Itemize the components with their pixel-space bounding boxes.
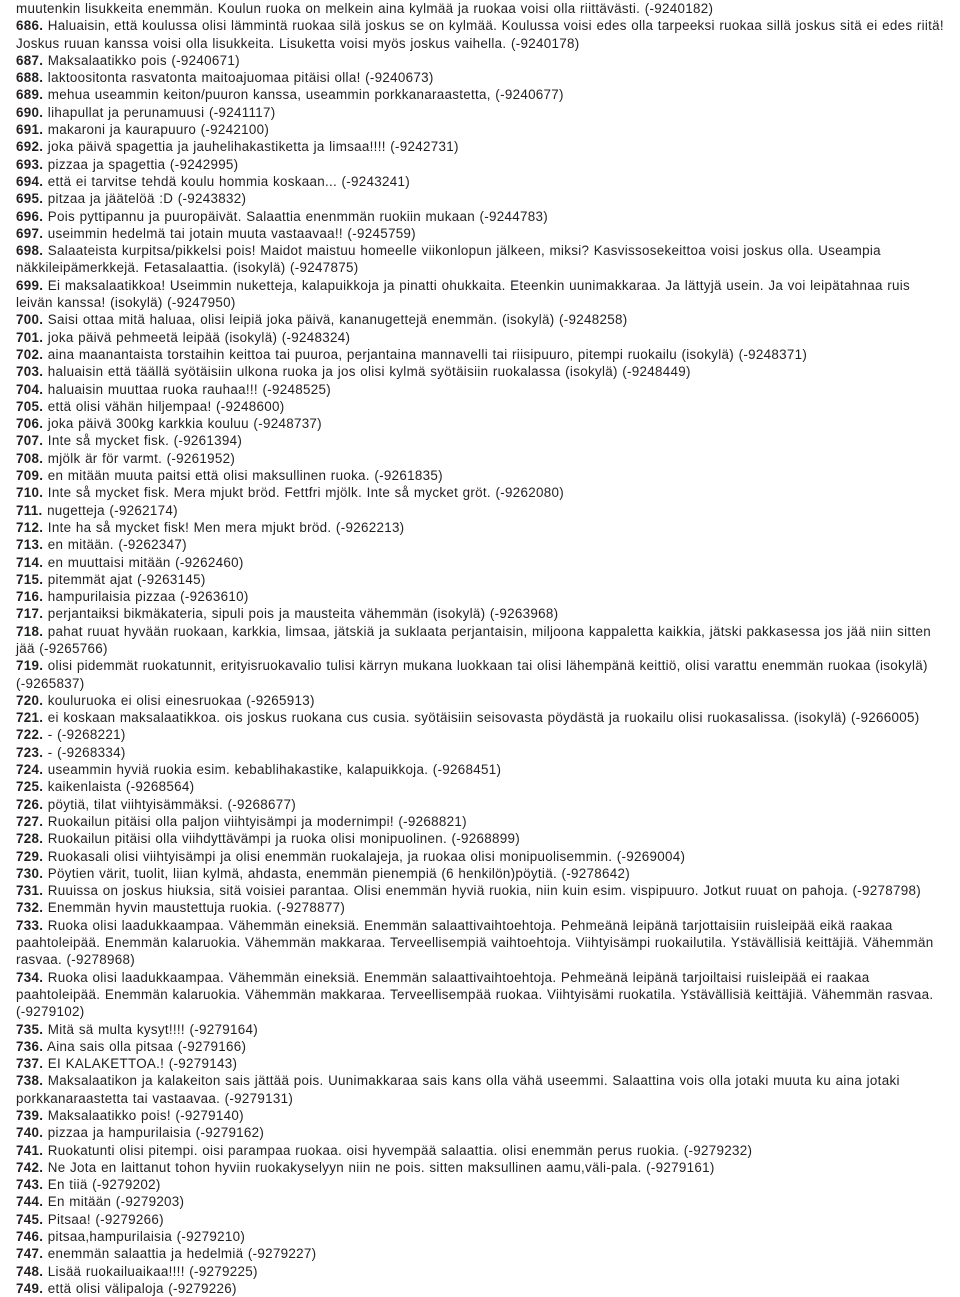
- response-entry: [16, 450, 944, 467]
- response-entry: [16, 190, 944, 207]
- entry-number: 729.: [16, 848, 44, 864]
- entry-text: en muuttaisi mitään (-9262460): [47, 554, 244, 570]
- entry-number: 701.: [16, 329, 44, 345]
- entry-text: en mitään. (-9262347): [47, 537, 187, 553]
- entry-text: enemmän salaattia ja hedelmiä (-9279227): [47, 1246, 317, 1262]
- entry-number: 706.: [16, 416, 44, 432]
- entry-number: 734.: [16, 969, 44, 985]
- entry-number: 740.: [16, 1125, 44, 1141]
- entry-text: lihapullat ja perunamuusi (-9241117): [47, 104, 276, 120]
- response-entry: [16, 571, 944, 588]
- entry-text: Maksalaatikon ja kalakeiton sais jättää pois. Uunimakkaraa sais kans olla vähä useemmi. Salaattina vois olla jotaki muuta ku aina jotaki porkkanaraastetta tai vastaavaa. (-9279131): [16, 1073, 900, 1106]
- entry-text: en mitään muuta paitsi että olisi maksullinen ruoka. (-9261835): [47, 468, 443, 484]
- entry-number: 724.: [16, 762, 44, 778]
- response-entry: [16, 813, 944, 830]
- response-entry: [16, 761, 944, 778]
- entry-number: 716.: [16, 589, 44, 605]
- entry-text: pitzaa ja jäätelöä :D (-9243832): [47, 191, 247, 207]
- response-entry: [16, 502, 944, 519]
- entry-text: Ne Jota en laittanut tohon hyviin ruokakyselyyn niin ne pois. sitten maksullinen aamu,väli-pala. (-9279161): [47, 1159, 715, 1175]
- response-entry: [16, 415, 944, 432]
- entry-text: Pois pyttipannu ja puuropäivät. Salaattia enenmmän ruokiin mukaan (-9244783): [47, 208, 549, 224]
- response-entry: [16, 1176, 944, 1193]
- entry-text: Inte så mycket fisk. (-9261394): [47, 433, 243, 449]
- entry-number: 688.: [16, 70, 44, 86]
- response-entry: [16, 588, 944, 605]
- response-entry: [16, 467, 944, 484]
- entry-number: 697.: [16, 225, 44, 241]
- entry-text: pizzaa ja hampurilaisia (-9279162): [47, 1125, 265, 1141]
- entry-text: useammin hyviä ruokia esim. kebablihakastike, kalapuikkoja. (-9268451): [47, 762, 502, 778]
- entry-number: 741.: [16, 1142, 44, 1158]
- entry-number: 739.: [16, 1108, 44, 1123]
- entry-text: Ruokasali olisi viihtyisämpi ja olisi enemmän ruokalajeja, ja ruokaa olisi monipuolisemmin. (-9269004): [47, 848, 686, 864]
- entry-text: Inte så mycket fisk. Mera mjukt bröd. Fettfri mjölk. Inte så mycket gröt. (-9262080): [47, 485, 564, 501]
- entry-number: 726.: [16, 796, 44, 812]
- entry-text: useimmin hedelmä tai jotain muuta vastaavaa!! (-9245759): [47, 225, 416, 241]
- entry-number: 699.: [16, 277, 44, 293]
- entry-number: 733.: [16, 917, 44, 933]
- entry-number: 747.: [16, 1246, 44, 1262]
- response-entry: [16, 519, 944, 536]
- entry-number: 711.: [16, 502, 43, 518]
- entry-text: mehua useammin keiton/puuron kanssa, useammin porkkanaraastetta, (-9240677): [47, 87, 564, 103]
- entry-text: kouluruoka ei olisi einesruokaa (-9265913): [47, 692, 315, 708]
- entry-text: haluaisin muuttaa ruoka rauhaa!!! (-9248525): [47, 381, 331, 397]
- entry-number: 705.: [16, 398, 44, 414]
- entry-number: 704.: [16, 381, 44, 397]
- entry-number: 715.: [16, 571, 44, 587]
- response-entry: [16, 484, 944, 501]
- entry-number: 708.: [16, 450, 44, 466]
- response-entry: [16, 778, 944, 795]
- entry-number: 696.: [16, 208, 44, 224]
- entry-number: 686.: [16, 18, 44, 34]
- entry-text: Ruuissa on joskus hiuksia, sitä voisiei parantaa. Olisi enemmän hyviä ruokia, niin kuin esim. vispipuuro. Jotkut ruuat on pahoja. (-9278798): [47, 883, 922, 899]
- entry-text: Aina sais olla pitsaa (-9279166): [47, 1038, 247, 1054]
- entry-number: 689.: [16, 87, 44, 103]
- response-entry: [16, 17, 944, 52]
- response-entry: [16, 796, 944, 813]
- entry-number: 738.: [16, 1073, 44, 1089]
- entry-text: joka päivä pehmeetä leipää (isokylä) (-9248324): [47, 329, 351, 345]
- response-entry: [16, 398, 944, 415]
- entry-number: 700.: [16, 312, 44, 328]
- response-entry: [16, 208, 944, 225]
- response-entry: [16, 1245, 944, 1262]
- entry-text: pöytiä, tilat viihtyisämmäksi. (-9268677): [47, 796, 297, 812]
- entry-number: 710.: [16, 485, 44, 501]
- response-entry: [16, 657, 944, 692]
- entry-text: Saisi ottaa mitä haluaa, olisi leipiä joka päivä, kananugettejä enemmän. (isokylä) (-9248258): [47, 312, 628, 328]
- response-entry: [16, 1142, 944, 1159]
- entry-number: 692.: [16, 139, 44, 155]
- response-entry: [16, 605, 944, 622]
- entry-number: 702.: [16, 346, 44, 362]
- response-entry: [16, 1072, 944, 1107]
- entry-number: 717.: [16, 606, 44, 622]
- entry-number: 694.: [16, 173, 44, 189]
- entry-text: Lisää ruokailuaikaa!!!! (-9279225): [47, 1263, 258, 1279]
- response-entry: [16, 536, 944, 553]
- entry-number: 721.: [16, 710, 44, 726]
- entry-text: perjantaiksi bikmäkateria, sipuli pois ja mausteita vähemmän (isokylä) (-9263968): [47, 606, 559, 622]
- entry-text: Haluaisin, että koulussa olisi lämmintä ruokaa silä joskus se on kylmää. Koulussa voisi edes olla tarpeeksi ruokaa sillä joskus sitä ei edes riitä! Joskus ruuan kanssa voisi olla lisukkeita. Lisuketta voisi myös joskus vaihella. (-9240178): [16, 18, 944, 51]
- entry-number: 742.: [16, 1159, 44, 1175]
- entry-text: Mitä sä multa kysyt!!!! (-9279164): [47, 1021, 258, 1037]
- response-entry: [16, 848, 944, 865]
- entry-number: 735.: [16, 1021, 44, 1037]
- entry-number: 709.: [16, 468, 44, 484]
- response-entry: [16, 173, 944, 190]
- entry-number: 691.: [16, 122, 44, 138]
- entry-number: 727.: [16, 813, 44, 829]
- response-entry: [16, 554, 944, 571]
- entry-text: aina maanantaista torstaihin keittoa tai puuroa, perjantaina mannavelli tai riisipuuro, pitempi ruokailu (isokylä) (-9248371): [47, 346, 808, 362]
- entry-text: pahat ruuat hyvään ruokaan, karkkia, limsaa, jätskiä ja suklaata perjantaisin, miljoona kappaletta kaikkia, jätski pakkasessa jos jää niin sitten jää (-9265766): [16, 623, 931, 656]
- response-entry: [16, 1263, 944, 1280]
- entry-number: 719.: [16, 658, 44, 674]
- entry-number: 737.: [16, 1056, 44, 1072]
- entry-text: Ruoka olisi laadukkaampaa. Vähemmän eineksiä. Enemmän salaattivaihtoehtoja. Pehmeänä leipänä tarjottaisiin ruisleipää eikä raakaa paahtoleipää. Enemmän kalaruokia. Vähemmän makkaraa. Terveellisempiä vaihtoehtoja. Viihtyisämpi ruokailutila. Ystävällisiä keittäjiä. Vähemmän rasvaa. (-9278968): [16, 917, 934, 968]
- entry-number: 731.: [16, 883, 44, 899]
- response-entry: [16, 329, 944, 346]
- entry-text: mjölk är för varmt. (-9261952): [47, 450, 236, 466]
- entry-number: 749.: [16, 1280, 44, 1296]
- response-entry: [16, 1055, 944, 1072]
- response-entry: [16, 0, 944, 17]
- response-entry: [16, 69, 944, 86]
- response-entry: [16, 242, 944, 277]
- response-entry: [16, 225, 944, 242]
- entry-text: Maksalaatikko pois (-9240671): [47, 52, 240, 68]
- response-entry: [16, 52, 944, 69]
- entry-text: että olisi vähän hiljempaa! (-9248600): [47, 398, 285, 414]
- entry-text: Pitsaa! (-9279266): [47, 1211, 164, 1227]
- entry-number: 748.: [16, 1263, 44, 1279]
- response-entry: [16, 1280, 944, 1297]
- entry-text: haluaisin että täällä syötäisiin ulkona ruoka ja jos olisi kylmä syötäisiin ruokalassa (isokylä) (-9248449): [47, 364, 691, 380]
- entry-text: että olisi välipaloja (-9279226): [47, 1280, 237, 1296]
- response-entry: [16, 432, 944, 449]
- entry-number: 707.: [16, 433, 44, 449]
- entry-number: 698.: [16, 243, 44, 259]
- entry-number: 720.: [16, 692, 44, 708]
- entry-text: En tiiä (-9279202): [47, 1177, 161, 1193]
- entry-text: nugetteja (-9262174): [47, 502, 178, 518]
- entry-number: 712.: [16, 519, 44, 535]
- response-entry: [16, 104, 944, 121]
- response-entry: [16, 156, 944, 173]
- entry-text: laktoositonta rasvatonta maitoajuomaa pitäisi olla! (-9240673): [47, 70, 434, 86]
- response-entry: [16, 381, 944, 398]
- response-entry: [16, 882, 944, 899]
- response-entry: [16, 1038, 944, 1055]
- entry-text: että ei tarvitse tehdä koulu hommia koskaan... (-9243241): [47, 173, 411, 189]
- response-entry: [16, 692, 944, 709]
- response-entry: [16, 1211, 944, 1228]
- entry-number: 695.: [16, 191, 44, 207]
- response-entry: [16, 1193, 944, 1210]
- entry-number: 723.: [16, 744, 44, 760]
- entry-text: Pöytien värit, tuolit, liian kylmä, ahdasta, enemmän pienempiä (6 henkilön)pöytiä. (-9278642): [47, 865, 631, 881]
- response-entry: [16, 917, 944, 969]
- entry-text: joka päivä 300kg karkkia kouluu (-9248737): [47, 416, 322, 432]
- entry-number: 736.: [16, 1038, 44, 1054]
- entry-number: 746.: [16, 1229, 44, 1245]
- entry-number: 725.: [16, 779, 44, 795]
- response-entry: [16, 1107, 944, 1124]
- response-entry: [16, 138, 944, 155]
- entry-text: Salaateista kurpitsa/pikkelsi pois! Maidot maistuu homeelle viikonlopun jälkeen, miksi? Kasvissosekeittoa voisi joskus olla. Useampia näkkileipämerkkejä. Fetasalaattia. (isokylä) (-9247875): [16, 243, 881, 276]
- entry-text: pizzaa ja spagettia (-9242995): [47, 156, 239, 172]
- entry-number: 730.: [16, 865, 44, 881]
- response-entry: [16, 277, 944, 312]
- response-entry: [16, 311, 944, 328]
- entry-text: En mitään (-9279203): [47, 1194, 185, 1210]
- response-entry: [16, 830, 944, 847]
- entry-number: 703.: [16, 364, 44, 380]
- entry-text: Ruokailun pitäisi olla paljon viihtyisämpi ja modernimpi! (-9268821): [47, 813, 467, 829]
- entry-text: EI KALAKETTOA.! (-9279143): [47, 1056, 238, 1072]
- entry-number: 718.: [16, 623, 44, 639]
- response-entry: [16, 346, 944, 363]
- entry-number: 745.: [16, 1211, 44, 1227]
- entry-number: 722.: [16, 727, 44, 743]
- response-entry: [16, 623, 944, 658]
- entry-number: 693.: [16, 156, 44, 172]
- entry-number: 743.: [16, 1177, 44, 1193]
- response-entry: [16, 86, 944, 103]
- response-entry: [16, 1228, 944, 1245]
- response-entry: [16, 899, 944, 916]
- entry-text: pitsaa,hampurilaisia (-9279210): [47, 1229, 246, 1245]
- entry-text: Ruokailun pitäisi olla viihdyttävämpi ja ruoka olisi monipuolinen. (-9268899): [47, 831, 521, 847]
- entry-number: 714.: [16, 554, 44, 570]
- entry-text: - (-9268221): [47, 727, 126, 743]
- entry-text: Maksalaatikko pois! (-9279140): [47, 1108, 244, 1123]
- entry-number: 744.: [16, 1194, 44, 1210]
- response-entry: [16, 363, 944, 380]
- response-entry: [16, 726, 944, 743]
- response-entry: [16, 121, 944, 138]
- entry-number: 687.: [16, 52, 44, 68]
- entry-text: Ei maksalaatikkoa! Useimmin nuketteja, kalapuikkoja ja pinatti ohukkaita. Eteenkin uunimakkaraa. Ja lättyjä usein. Ja voi leipätahnaa ruis leivän kanssa! (isokylä) (-9247950): [16, 277, 910, 311]
- entry-text: ei koskaan maksalaatikkoa. ois joskus ruokana cus cusia. syötäisiin seisovasta pöydästä ja ruokailu olisi ruokasalissa. (isokylä) (-9266005): [47, 710, 920, 726]
- entry-text: makaroni ja kaurapuuro (-9242100): [47, 122, 270, 138]
- entry-text: Enemmän hyvin maustettuja ruokia. (-9278877): [47, 900, 346, 916]
- response-entry: [16, 744, 944, 761]
- entry-text: muutenkin lisukkeita enemmän. Koulun ruoka on melkein aina kylmää ja ruokaa voisi olla riittävästi. (-9240182): [16, 1, 714, 16]
- entry-text: olisi pidemmät ruokatunnit, erityisruokavalio tulisi kärryn mukana luokkaan tai olisi lähempänä keittiö, olisi varattu enemmän ruokaa (isokylä) (-9265837): [16, 658, 928, 691]
- response-entry: [16, 865, 944, 882]
- entry-text: - (-9268334): [47, 744, 126, 760]
- entry-text: Ruoka olisi laadukkaampaa. Vähemmän eineksiä. Enemmän salaattivaihtoehtoja. Pehmeänä leipänä tarjoiltaisi ruisleipää ei raakaa paahtoleipää. Enemmän kalaruokia. Vähemmän makkaraa. Terveellisempää ruokaa. Viihtyisämi ruokatila. Ystävällisiä keittäjiä. Vähemmän rasvaa. (-9279102): [16, 969, 934, 1020]
- entry-number: 732.: [16, 900, 44, 916]
- entry-number: 690.: [16, 104, 44, 120]
- entry-number: 713.: [16, 537, 44, 553]
- entry-number: 728.: [16, 831, 44, 847]
- entry-text: Ruokatunti olisi pitempi. oisi parampaa ruokaa. oisi hyvempää salaattia. olisi enemmän perus ruokia. (-9279232): [47, 1142, 753, 1158]
- entry-text: Inte ha så mycket fisk! Men mera mjukt bröd. (-9262213): [47, 519, 405, 535]
- entry-text: pitemmät ajat (-9263145): [47, 571, 206, 587]
- entry-text: hampurilaisia pizzaa (-9263610): [47, 589, 249, 605]
- response-entry: [16, 1159, 944, 1176]
- response-entry: [16, 969, 944, 1021]
- response-entry: [16, 709, 944, 726]
- response-entry: [16, 1124, 944, 1141]
- entry-text: kaikenlaista (-9268564): [47, 779, 195, 795]
- entry-text: joka päivä spagettia ja jauhelihakastiketta ja limsaa!!!! (-9242731): [47, 139, 459, 155]
- response-entry: [16, 1021, 944, 1038]
